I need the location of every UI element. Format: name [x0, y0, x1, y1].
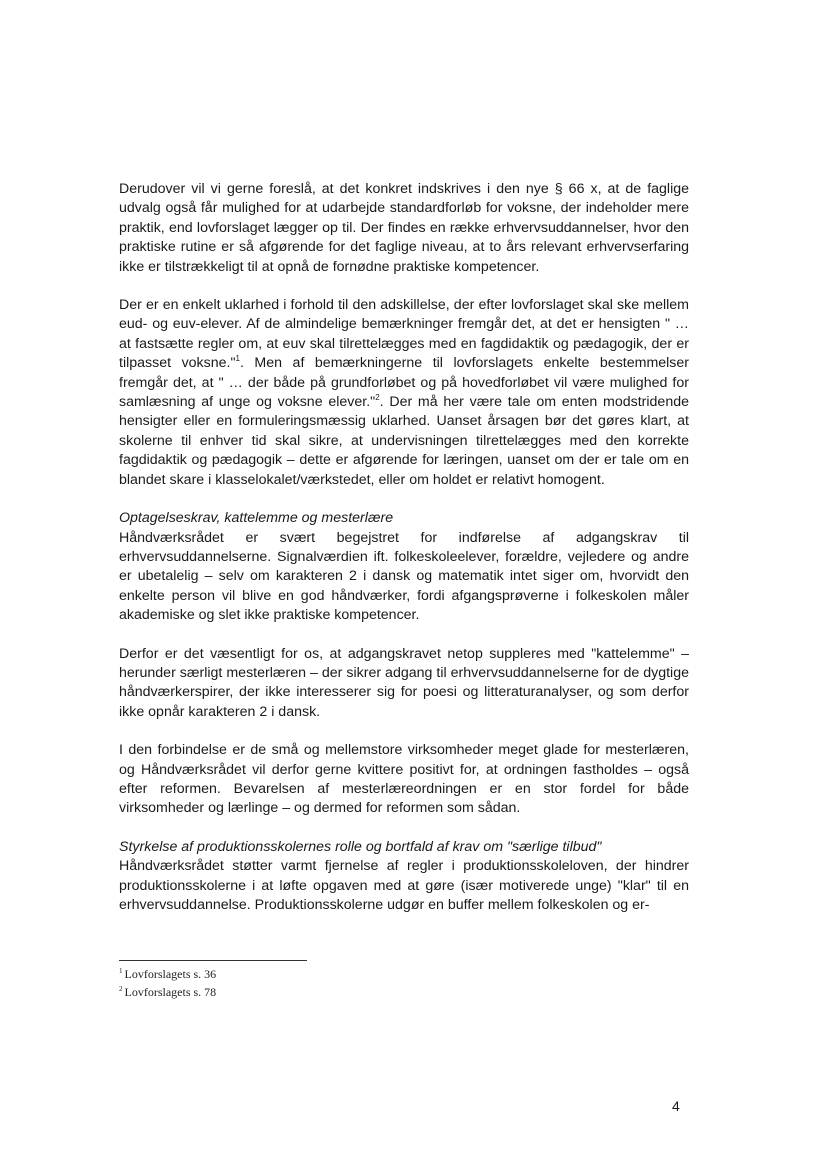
- footnote-divider: [119, 960, 307, 961]
- footnote-text: Lovforslagets s. 36: [124, 967, 217, 981]
- paragraph-4: Derfor er det væsentligt for os, at adgangskravet netop suppleres med "kattelemme" – herunder særligt mesterlæren – der sikrer adgang til erhvervsuddannelserne for de dygtige håndværkerspirer, der ikke interesserer sig for poesi og litteraturanalyser, og som derfor ikke opnår karakteren 2 i dansk.: [119, 645, 689, 720]
- footnote-mark: 2: [119, 985, 123, 993]
- footnote-mark: 1: [119, 967, 123, 975]
- paragraph-2-part-b: . Men af bemærkningerne til lovforslagets enkelte bestemmelser fremgår det, at " … der både på grundforløbet og på hovedforløbet vil være mulighed for samlæsning af unge og voksne elever.": [119, 355, 690, 411]
- paragraph-2-part-c: . Der må her være tale om enten modstridende hensigter eller en formuleringsmæssig uklarhed. Uanset årsagen bør det gøres klart, at skolerne til enhver tid skal sikre, at undervisningen tilrettelægges med den korrekte fagdidaktik og pædagogik – dette er afgørende for læringen, uanset om der er tale om en blandet skare i klasselokalet/værkstedet, eller om holdet er relativt homogent.: [119, 394, 689, 488]
- paragraph-3: Håndværksrådet er svært begejstret for indførelse af adgangskrav til erhvervsuddannelserne. Signalværdien ift. folkeskoleelever, forældre, vejledere og andre er ubetalelig – selv om karakteren 2 i dansk og matematik intet siger om, hvorvidt den enkelte person vil blive en god håndværker, fordi afgangsprøverne i folkeskolen måler akademiske og slet ikke praktiske kompetencer.: [119, 529, 689, 624]
- paragraph-1: Derudover vil vi gerne foreslå, at det konkret indskrives i den nye § 66 x, at de faglige udvalg også får mulighed for at udarbejde standardforløb for voksne, der indeholder mere praktik, end lovforslaget lægger op til. Der findes en række erhvervsuddannelser, hvor den praktiske rutine er så afgørende for det faglige niveau, at to års relevant erhvervserfaring ikke er tilstrækkeligt til at opnå de fornødne praktiske kompetencer.: [119, 181, 689, 275]
- footnotes: [119, 964, 216, 1000]
- footnote-1: [119, 964, 216, 982]
- paragraph-2: [119, 296, 689, 490]
- body-text: [119, 180, 689, 915]
- footnote-2: [119, 982, 216, 1000]
- footnote-ref-1[interactable]: 1: [235, 354, 240, 364]
- paragraph-5: I den forbindelse er de små og mellemstore virksomheder meget glade for mesterlæren, og Håndværksrådet vil derfor gerne kvittere positivt for, at ordningen fastholdes – også efter reformen. Bevarelsen af mesterlæreordningen er en stor fordel for både virksomheder og lærlinge – og dermed for reformen som sådan.: [119, 742, 689, 817]
- paragraph-6: Håndværksrådet støtter varmt fjernelse af regler i produktionsskoleloven, der hindrer produktionsskolerne i at løfte opgaven med at gøre (især motiverede unge) "klar" til en erhvervsuddannelse. Produktionsskolerne udgør en buffer mellem folkeskolen og er-: [119, 858, 689, 913]
- footnote-ref-2[interactable]: 2: [375, 393, 380, 403]
- paragraph-2-part-a: Der er en enkelt uklarhed i forhold til den adskillelse, der efter lovforslaget skal ske mellem eud- og euv-elever. Af de almindelige bemærkninger fremgår det, at det er hensigten " … at fastsætte regler om, at euv skal tilrettelægges med en fagdidaktik og pædagogik, der er tilpasset voksne.": [119, 297, 689, 372]
- section-heading-admission: Optagelseskrav, kattelemme og mesterlære: [119, 510, 394, 527]
- page-number: 4: [672, 1098, 680, 1114]
- section-heading-production-schools: Styrkelse af produktionsskolernes rolle og bortfald af krav om "særlige tilbud": [119, 838, 602, 855]
- footnote-text: Lovforslagets s. 78: [124, 985, 217, 999]
